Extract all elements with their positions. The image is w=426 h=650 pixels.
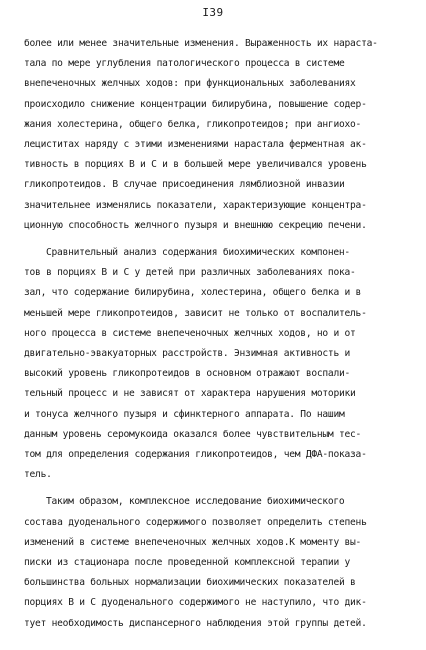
text-line: внепеченочных желчных ходов: при функциональных заболеваниях — [24, 78, 356, 90]
text-line: тала по мере углубления патологического процесса в системе — [24, 58, 345, 70]
text-line: большинства больных нормализации биохимических показателей в — [24, 577, 356, 589]
text-line: значительнее изменялись показатели, характеризующие концентра- — [24, 199, 367, 211]
text-line: том для определения содержания гликопротеидов, чем ДФА-показа- — [24, 449, 367, 461]
text-line: состава дуоденального содержимого позволяет определить степень — [24, 516, 367, 528]
text-line: зал, что содержание билирубина, холестерина, общего белка и в — [24, 287, 362, 299]
paragraph-2 — [24, 243, 406, 485]
page-number: I39 — [202, 6, 224, 19]
text-line: лециститах наряду с этими изменениями нарастала ферментная ак- — [24, 139, 367, 151]
text-line: тивность в порциях В и С и в большей мере увеличивался уровень — [24, 159, 367, 171]
text-line: меньшей мере гликопротеидов, зависит не только от воспалитель- — [24, 307, 367, 319]
text-line: происходило снижение концентрации билирубина, повышение содер- — [24, 98, 367, 110]
text-line: тует необходимость диспансерного наблюдения этой группы детей. — [24, 617, 367, 629]
page-body — [24, 34, 406, 634]
text-line: ционную способность желчного пузыря и внешнюю секрецию печени. — [24, 219, 367, 231]
text-line: порциях В и С дуоденального содержимого не наступило, что дик- — [24, 597, 367, 609]
paragraph-3 — [24, 492, 406, 633]
paragraph-1 — [24, 34, 406, 236]
text-line: высокий уровень гликопротеидов в основном отражают воспали- — [24, 368, 351, 380]
text-line: тельный процесс и не зависят от характера нарушения моторики — [24, 388, 356, 400]
text-line: более или менее значительные изменения. Выраженность их нараста- — [24, 38, 378, 49]
text-line: Таким образом, комплексное исследование биохимического — [46, 496, 345, 508]
text-line: тов в порциях В и С у детей при различных заболеваниях пока- — [24, 267, 356, 279]
text-line: ного процесса в системе внепеченочных желчных ходов, но и от — [24, 327, 356, 339]
text-line: двигательно-эвакуаторных расстройств. Энзимная активность и — [24, 348, 351, 360]
text-line: и тонуса желчного пузыря и сфинктерного аппарата. По нашим — [24, 408, 345, 420]
text-line: писки из стационара после проведенной комплексной терапии у — [24, 557, 351, 569]
text-line: тель. — [24, 469, 52, 481]
text-line: данным уровень серомукоида оказался более чувствительным тес- — [24, 428, 362, 440]
text-line: жания холестерина, общего белка, гликопротеидов; при ангиохо- — [24, 118, 362, 130]
text-line: Сравнительный анализ содержания биохимических компонен- — [46, 247, 350, 259]
text-line: гликопротеидов. В случае присоединения лямблиозной инвазии — [24, 179, 345, 191]
text-line: изменений в системе внепеченочных желчных ходов.К моменту вы- — [24, 536, 362, 548]
